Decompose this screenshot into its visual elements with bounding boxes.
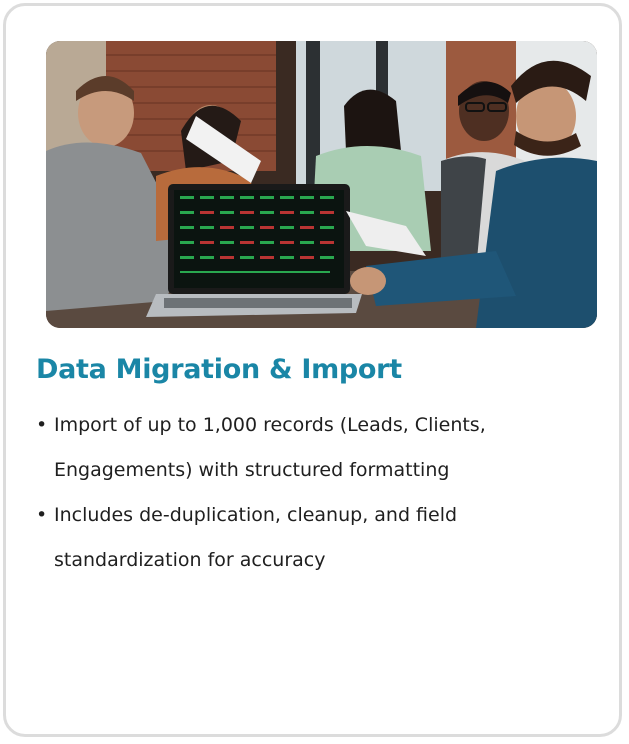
bullet-icon: • [36,504,48,526]
list-item [36,493,596,583]
list-item-text: Includes de-duplication, cleanup, and field standardization for accuracy [54,504,458,571]
team-meeting-photo [46,41,597,328]
list-item-text: Import of up to 1,000 records (Leads, Clients, Engagements) with structured formatting [54,414,486,481]
bullet-icon: • [36,414,48,436]
service-card [3,3,622,737]
list-item [36,403,596,493]
feature-list [36,403,596,583]
card-title: Data Migration & Import [36,354,402,385]
